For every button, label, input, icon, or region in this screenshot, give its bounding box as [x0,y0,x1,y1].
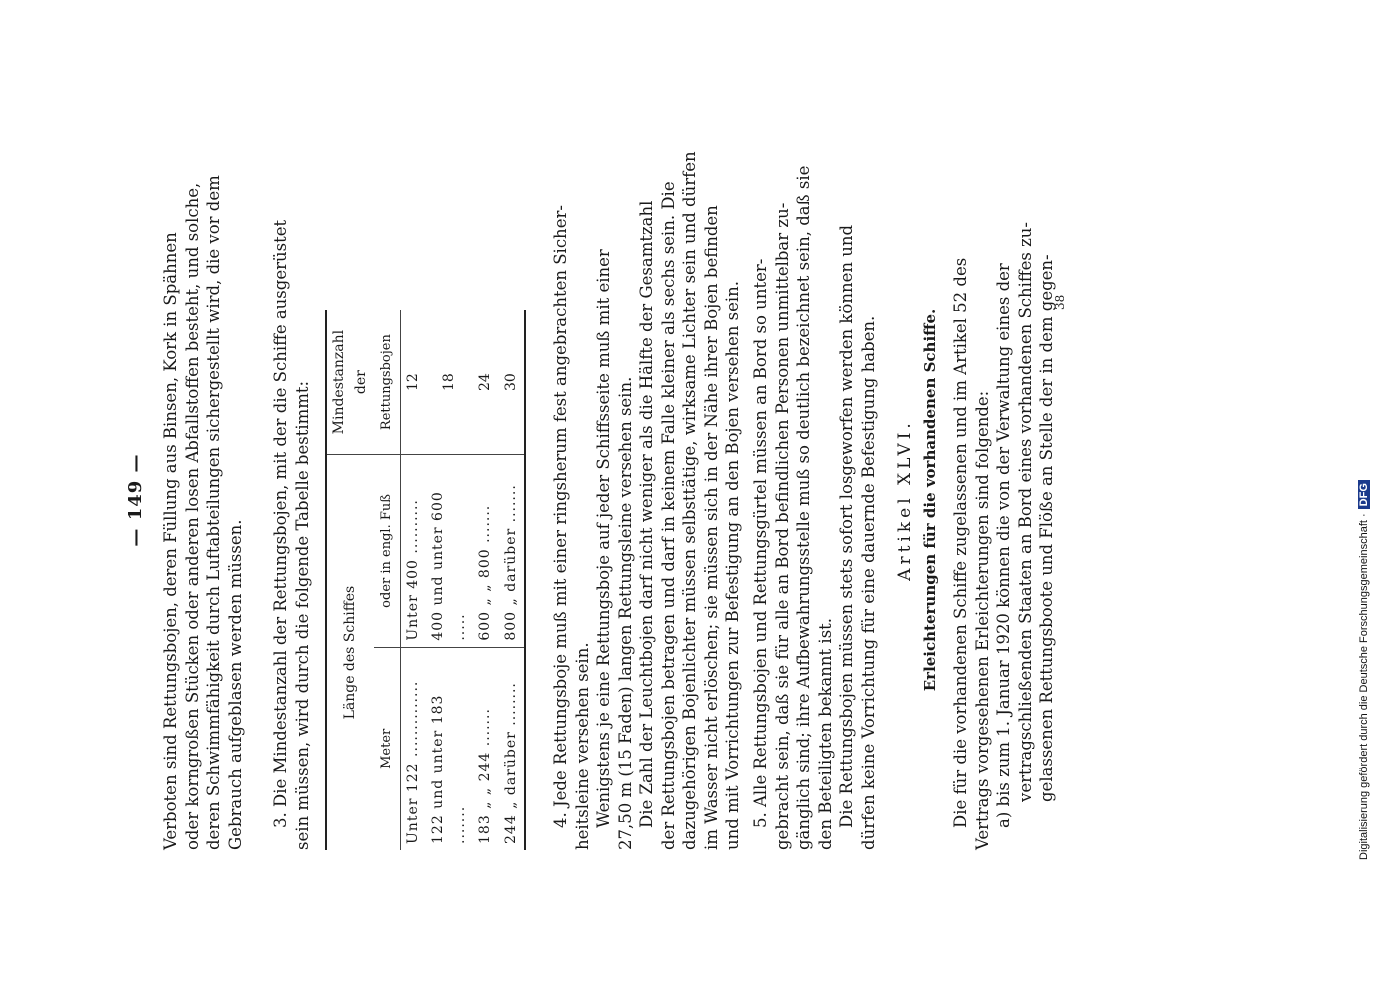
cell-meter: Unter 122 .............. [404,680,421,844]
dfg-credit-text: Digitalisierung gefördert durch die Deutsche Forschungsgemeinschaft · [1358,513,1370,860]
text-line: Gebrauch aufgeblasen werden müssen. [225,519,245,850]
text-line: gebracht sein, daß sie für alle an Bord befindlichen Personen unmittelbar zu- [772,202,792,850]
table-header-min-2: Rettungsbojen [374,310,400,455]
text-line: Die für die vorhandenen Schiffe zugelassenen und im Artikel 52 des [951,257,970,828]
paragraph-prohibited-buoys [160,175,246,850]
cell-min: 18 [426,310,473,455]
article-subtitle: Erleichterungen für die vorhandenen Schiffe. [921,308,939,692]
text-line: dürfen keine Vorrichtung für eine dauernde Befestigung haben. [858,315,878,850]
text-line: den Beteiligten bekannt ist. [815,617,835,850]
text-line: sein müssen, wird durch die folgende Tabelle bestimmt: [292,380,312,850]
text-line: Die Rettungsbojen müssen stets sofort losgeworfen werden können und [837,224,856,828]
dfg-credit [1358,0,1370,860]
text-line: deren Schwimmfähigkeit durch Luftabteilungen sichergestellt wird, die vor dem [204,175,223,850]
text-line: 27,50 m (15 Faden) langen Rettungsleine versehen sein. [615,376,635,850]
text-line: Vertrags vorgesehenen Erleichterungen sind folgende: [972,390,992,850]
table-header-min-1: Mindestanzahl der [326,310,374,455]
cell-meter: 183 „ „ 244 ....... [477,708,493,844]
text-line: a) bis zum 1. Januar 1920 können die von der Verwaltung eines der [994,263,1013,828]
table-row [473,310,499,850]
cell-min: 12 [400,310,426,455]
table-header-feet: oder in engl. Fuß [374,455,400,647]
text-line: 4. Jede Rettungsboje muß mit einer ringsherum fest angebrachten Sicher- [551,205,570,828]
cell-feet: 400 und unter 600 ..... [426,455,473,647]
cell-feet: 800 „ darüber ....... [499,455,526,647]
text-line: Verboten sind Rettungsbojen, deren Füllung aus Binsen, Kork in Spähnen [161,232,180,850]
text-line: heitsleine versehen sein. [572,642,592,850]
buoy-table [325,310,526,850]
article-title: Artikel XLVI. [895,419,915,581]
text-line: gänglich sind; ihre Aufbewahrungsstelle muß so deutlich bezeichnet sein, daß sie [794,165,813,850]
cell-feet: 600 „ „ 800 ....... [473,455,499,647]
text-line: gelassenen Rettungsboote und Flöße an Stelle der in dem gegen- [1037,254,1056,802]
paragraph-section-4 [550,151,744,850]
rotated-page [125,150,1100,850]
table-header-meter: Meter [374,647,400,850]
text-line: 5. Alle Rettungsbojen und Rettungsgürtel müssen an Bord so unter- [751,258,770,828]
text-line: oder korngroßen Stücken oder anderen losen Abfallstoffen besteht, und solche, [182,182,202,850]
text-line: vertragschließenden Staaten an Bord eines vorhandenen Schiffes zu- [1015,221,1035,802]
text-line: im Wasser nicht erlöschen; sie müssen sich in der Nähe ihrer Bojen befinden [701,205,721,850]
cell-meter: 122 und unter 183 ....... [430,694,468,844]
text-line: Wenigstens je eine Rettungsboje auf jeder Schiffsseite muß mit einer [594,249,613,828]
text-line: der Rettungsbojen betragen und darf in keinem Falle kleiner als sechs sein. Die [658,181,678,850]
text-line: und mit Vorrichtungen zur Befestigung an den Bojen versehen sein. [723,281,742,850]
text-line: dazugehörigen Bojenlichter müssen selbsttätige, wirksame Lichter sein und dürfen [680,151,699,850]
table-row [499,310,526,850]
text-line: 3. Die Mindestanzahl der Rettungsbojen, mit der die Schiffe ausgerüstet [271,219,290,828]
paragraph-article-46 [950,190,1058,850]
paragraph-section-5 [750,165,879,850]
dfg-logo: DFG [1358,480,1370,509]
paragraph-section-3 [270,190,313,850]
text-line: Die Zahl der Leuchtbojen darf nicht weniger als die Hälfte der Gesamtzahl [637,200,656,828]
cell-min: 30 [499,310,526,455]
table-row [426,310,473,850]
cell-feet: Unter 400 .......... [400,455,426,647]
cell-min: 24 [473,310,499,455]
signature-mark: 38 [1053,294,1067,310]
page-number: — 149 — [125,453,146,547]
table-row [400,310,426,850]
cell-meter: 244 „ darüber ........ [499,647,526,850]
table-header-group: Länge des Schiffes [326,455,374,850]
